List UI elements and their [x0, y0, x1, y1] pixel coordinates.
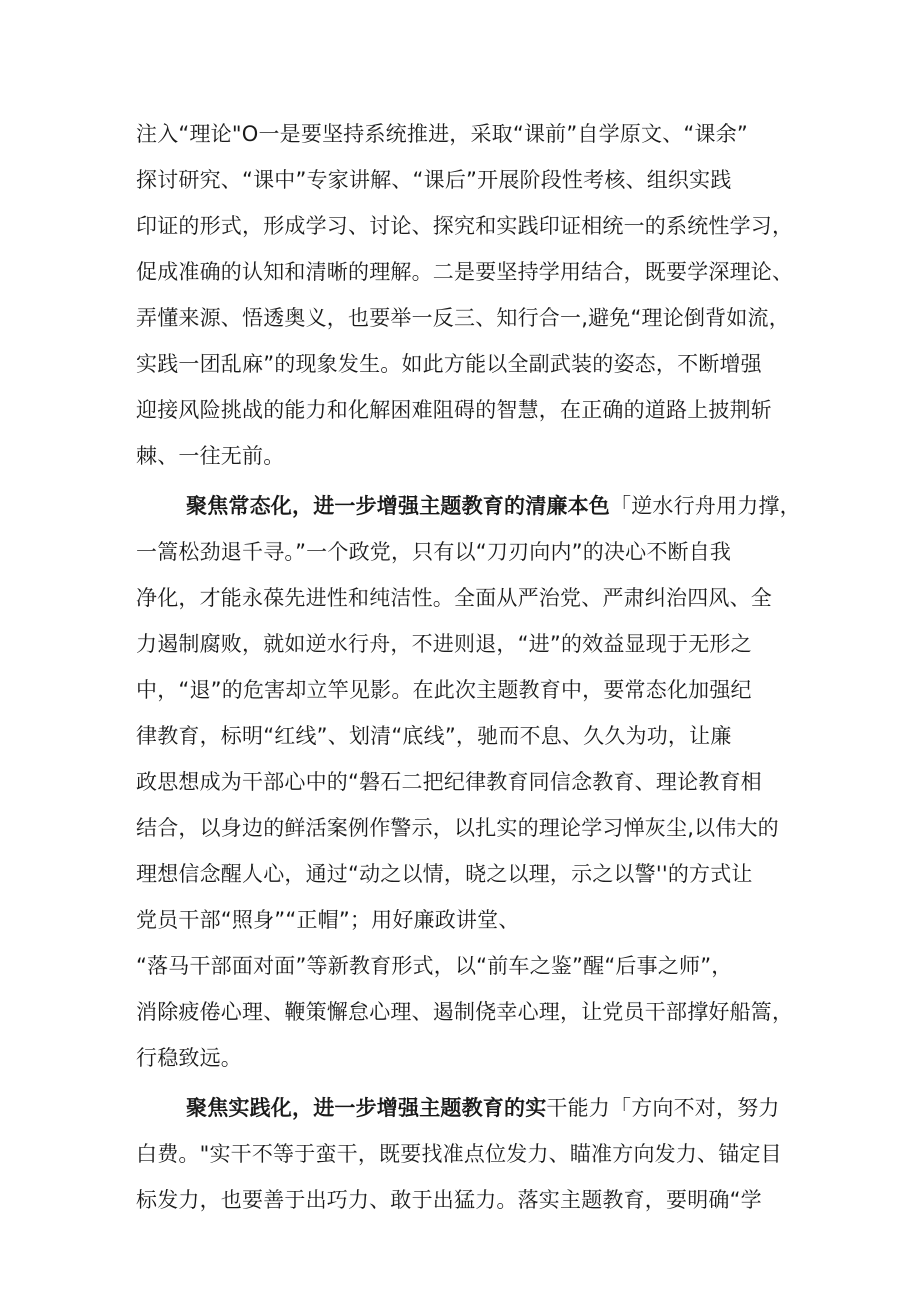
paragraph-line: 力遏制腐败，就如逆水行舟，不进则退，“进”的效益显现于无形之 — [136, 632, 752, 656]
paragraph-line: 弄懂来源、悟透奥义，也要举一反三、知行合一,避免“理论倒背如流， — [136, 306, 790, 330]
paragraph-line: 一篙松劲退千寻。”一个政党，只有以“刀刃向内”的决心不断自我 — [136, 540, 732, 564]
paragraph-line: “落马干部面对面”等新教育形式，以“前车之鉴”醒“后事之师”， — [136, 954, 733, 978]
paragraph-line: 净化，才能永葆先进性和纯洁性。全面从严治党、严肃纠治四风、全 — [136, 586, 772, 610]
paragraph-line: 促成准确的认知和清晰的理解。二是要坚持学用结合，既要学深理论、 — [136, 260, 794, 284]
section-heading: 聚焦实践化，进一步增强主题教育的实 — [186, 1096, 547, 1120]
paragraph-line: 律教育，标明“红线”、划清“底线”，驰而不息、久久为功，让廉 — [136, 724, 732, 748]
paragraph-line: 党员干部“照身”“正帽”；用好廉政讲堂、 — [136, 908, 520, 932]
paragraph-first-line — [186, 1095, 846, 1121]
paragraph-line: 印证的形式，形成学习、讨论、探究和实践印证相统一的系统性学习， — [136, 214, 794, 238]
paragraph-line: 理想信念醒人心，通过“动之以情，晓之以理，示之以警''的方式让 — [136, 862, 753, 886]
paragraph-line: 政思想成为干部心中的“磐石二把纪律教育同信念教育、理论教育相 — [136, 770, 762, 794]
paragraph-line: 棘、一往无前。 — [136, 444, 285, 468]
paragraph-first-line — [186, 493, 846, 519]
paragraph-line: 注入“理论"O一是要坚持系统推进，采取“课前”自学原文、“课余” — [136, 122, 748, 146]
paragraph-line: 中，“退”的危害却立竿见影。在此次主题教育中，要常态化加强纪 — [136, 678, 752, 702]
paragraph-line: 标发力，也要善于出巧力、敢于出猛力。落实主题教育，要明确“学 — [136, 1188, 762, 1212]
paragraph-line: 行稳致远。 — [136, 1046, 242, 1070]
paragraph-line: 白费。"实干不等于蛮干，既要找准点位发力、瞄准方向发力、锚定目 — [136, 1142, 782, 1166]
paragraph-text: 「逆水行舟用力撑， — [610, 494, 801, 518]
paragraph-line: 消除疲倦心理、鞭策懈怠心理、遏制侥幸心理，让党员干部撑好船篙， — [136, 1000, 794, 1024]
section-heading: 聚焦常态化，进一步增强主题教育的清廉本色 — [186, 494, 610, 518]
paragraph-line: 探讨研究、“课中”专家讲解、“课后”开展阶段性考核、组织实践 — [136, 168, 732, 192]
paragraph-text: 干能力「方向不对，努力 — [546, 1096, 780, 1120]
paragraph-line: 实践一团乱麻”的现象发生。如此方能以全副武装的姿态，不断增强 — [136, 352, 762, 376]
paragraph-line: 结合，以身边的鲜活案例作警示，以扎实的理论学习惮灰尘,以伟大的 — [136, 816, 779, 840]
paragraph-line: 迎接风险挑战的能力和化解困难阻碍的智慧，在正确的道路上披荆斩 — [136, 398, 772, 422]
